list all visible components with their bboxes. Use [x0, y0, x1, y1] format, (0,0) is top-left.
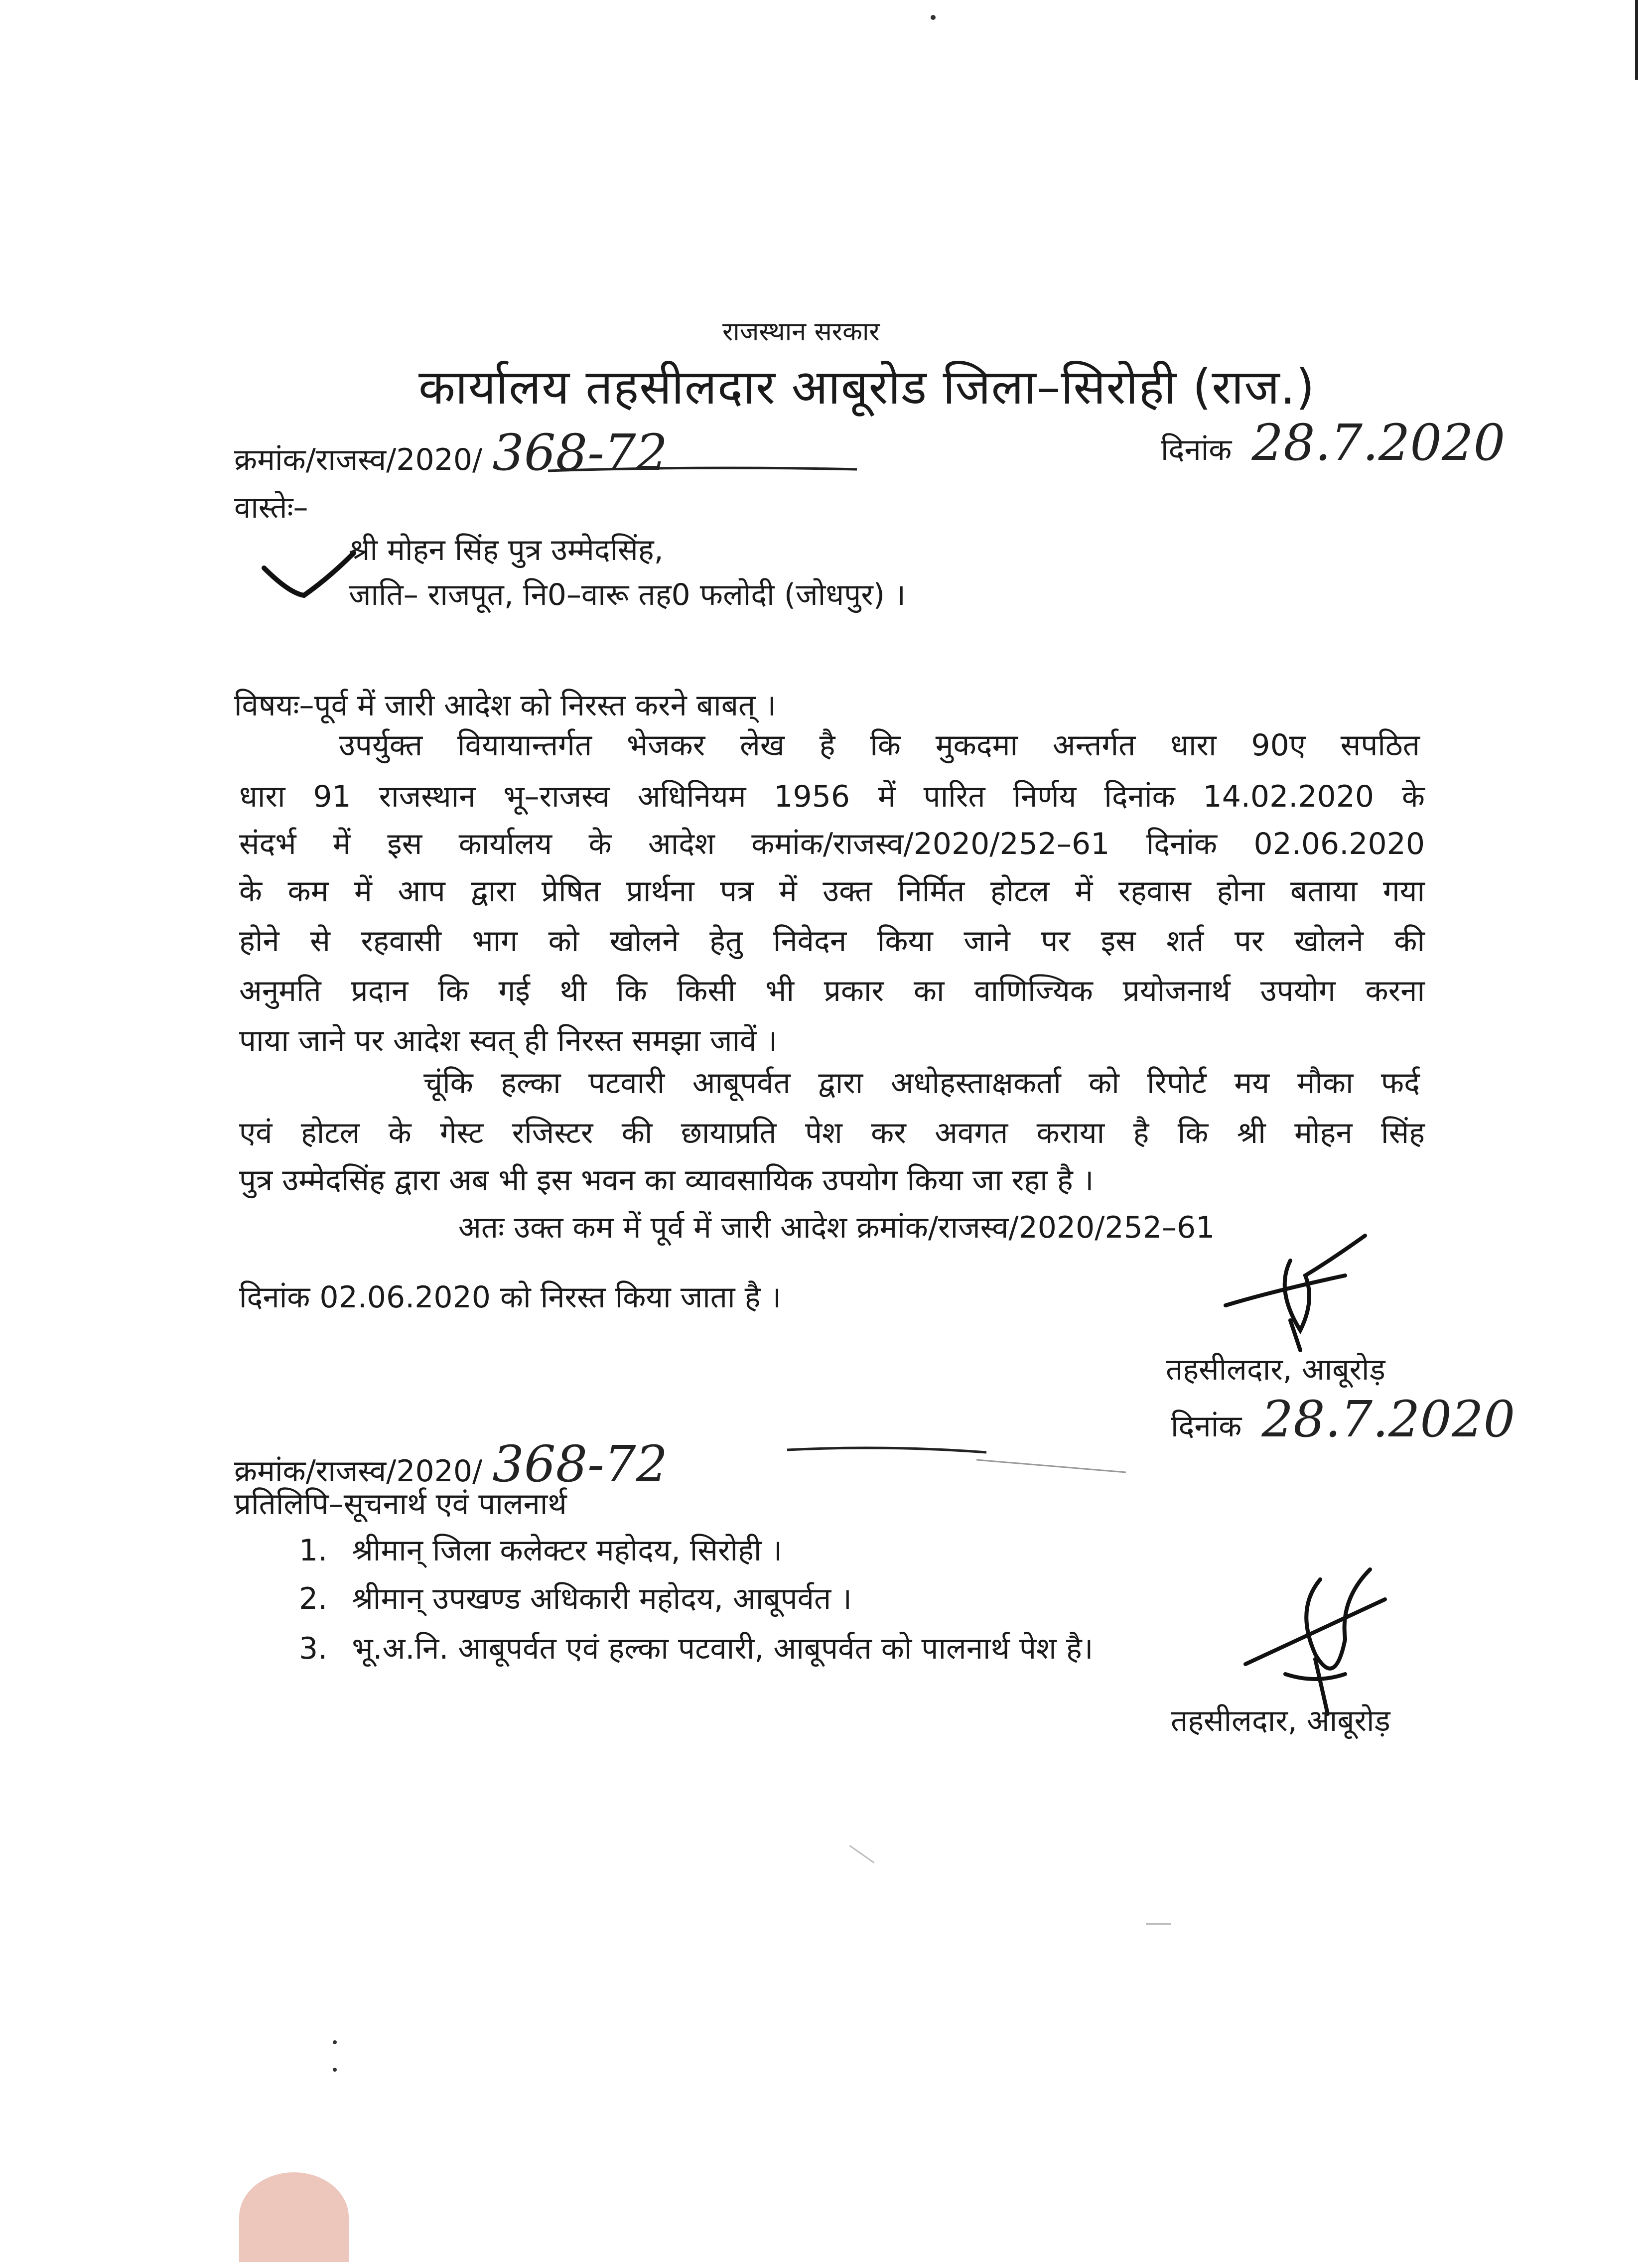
signatory-2-title: तहसीलदार, आबूरोड़ [1171, 1703, 1390, 1738]
para1-line: के कम में आप द्वारा प्रेषित प्रार्थना पत्र में उक्त निर्मित होटल में रहवास होना बताया गया [239, 874, 1425, 909]
scan-artifact [1146, 1923, 1171, 1925]
reference-date [1161, 414, 1505, 472]
para1-line: होने से रहवासी भाग को खोलने हेतु निवेदन किया जाने पर इस शर्त पर खोलने की [239, 924, 1425, 959]
copy-reference-scribble [787, 1435, 1136, 1475]
signatory-1-date-label: दिनांक [1171, 1409, 1242, 1444]
para2-line: एवं होटल के गेस्ट रजिस्टर की छायाप्रति पेश कर अवगत कराया है कि श्री मोहन सिंह [239, 1116, 1425, 1150]
para3-line: दिनांक 02.06.2020 को निरस्त किया जाता है । [239, 1280, 782, 1315]
copy-list-item [299, 1627, 1094, 1668]
reference-date-handwritten: 28.7.2020 [1251, 414, 1506, 472]
reference-prefix: क्रमांक/राजस्व/2020/ [234, 442, 483, 477]
signatory-1-date [1171, 1390, 1515, 1448]
copy-list-text: भू.अ.नि. आबूपर्वत एवं हल्का पटवारी, आबूपर्वत को पालनार्थ पेश है। [352, 1631, 1094, 1666]
para2-line: पुत्र उम्मेदसिंह द्वारा अब भी इस भवन का व्यावसायिक उपयोग किया जा रहा है । [239, 1163, 1094, 1198]
para1-line: उपर्युक्त वियायान्तर्गत भेजकर लेख है कि मुकदमा अन्तर्गत धारा 90ए सपठित [339, 728, 1420, 763]
office-heading: कार्यालय तहसीलदार आबूरोड जिला–सिरोही (राज.) [418, 359, 1315, 415]
para1-line: पाया जाने पर आदेश स्वत् ही निरस्त समझा जावें । [239, 1023, 778, 1058]
para3-line: अतः उक्त कम में पूर्व में जारी आदेश क्रमांक/राजस्व/2020/252–61 [458, 1210, 1215, 1245]
para1-line: अनुमति प्रदान कि गई थी कि किसी भी प्रकार का वाणिज्यिक प्रयोजनार्थ उपयोग करना [239, 974, 1425, 1008]
copy-reference-handwritten-number: 368-72 [492, 1435, 668, 1493]
scan-dot [333, 2040, 337, 2044]
scan-edge-mark [1635, 0, 1638, 80]
copy-list-text: श्रीमान् उपखण्ड अधिकारी महोदय, आबूपर्वत । [352, 1581, 852, 1616]
addressee-line-1: श्री मोहन सिंह पुत्र उम्मेदसिंह, [349, 533, 664, 567]
reference-date-label: दिनांक [1161, 432, 1232, 467]
govt-heading: राजस्थान सरकार [722, 317, 880, 347]
copy-list-text: श्रीमान् जिला कलेक्टर महोदय, सिरोही । [352, 1533, 783, 1568]
para1-line: संदर्भ में इस कार्यालय के आदेश कमांक/राजस्व/2020/252–61 दिनांक 02.06.2020 [239, 827, 1425, 861]
scan-dot [931, 15, 936, 20]
reference-handwritten-number: 368-72 [492, 424, 668, 482]
scan-artifact [849, 1845, 875, 1863]
scan-dot [333, 2068, 337, 2072]
addressee-label: वास्तेः– [234, 490, 308, 525]
copy-list-number: 1. [299, 1533, 328, 1568]
addressee-line-2: जाति– राजपूत, नि0–वारू तह0 फलोदी (जोधपुर) । [349, 577, 906, 612]
copy-list-item [299, 1577, 852, 1618]
subject-line: विषयः–पूर्व में जारी आदेश को निरस्त करने बाबत् । [234, 688, 776, 723]
copy-list-number: 3. [299, 1631, 328, 1666]
copy-reference-prefix: क्रमांक/राजस्व/2020/ [234, 1454, 483, 1489]
para1-line: धारा 91 राजस्थान भू–राजस्व अधिनियम 1956 में पारित निर्णय दिनांक 14.02.2020 के [239, 779, 1425, 814]
para2-line: चूंकि हल्का पटवारी आबूपर्वत द्वारा अधोहस्ताक्षकर्ता को रिपोर्ट मय मौका फर्द [423, 1066, 1420, 1101]
thumb-smudge [239, 2172, 349, 2262]
signatory-1-title: तहसीलदार, आबूरोड़ [1166, 1352, 1385, 1387]
copy-list-number: 2. [299, 1581, 328, 1616]
tick-mark-icon [259, 548, 359, 603]
reference-underline [548, 463, 867, 478]
copy-list-item [299, 1529, 782, 1569]
copy-label: प्रतिलिपि–सूचनार्थ एवं पालनार्थ [234, 1487, 567, 1522]
signature-1 [1216, 1231, 1385, 1360]
signatory-1-date-handwritten: 28.7.2020 [1261, 1390, 1515, 1448]
